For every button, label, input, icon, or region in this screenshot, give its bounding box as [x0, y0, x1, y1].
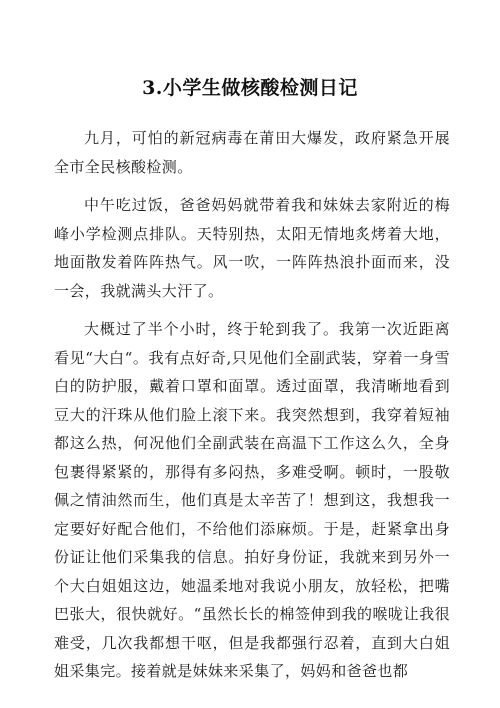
document-body [54, 124, 450, 696]
document-title: 3.小学生做核酸检测日记 [142, 77, 358, 99]
paragraph-1: 九月，可怕的新冠病毒在莆田大爆发，政府紧急开展全市全民核酸检测。 [54, 129, 450, 176]
paragraph-3: 大概过了半个小时，终于轮到我了。我第一次近距离看见“大白“。我有点好奇,只见他们全副武装，穿着一身雪白的防护服，戴着口罩和面罩。透过面罩，我清晰地看到豆大的汗珠从他们脸上滚下来。我突然想到，我穿着短袖都这么热，何况他们全副武装在高温下工作这么久，全身包裹得紧紧的，那得有多闷热，多难受啊。顿时，一股敬佩之情油然而生，他们真是太辛苦了！想到这，我想我一定要好好配合他们，不给他们添麻烦。于是，赶紧拿出身份证让他们采集我的信息。拍好身份证，我就来到另外一个大白姐姐这边，她温柔地对我说小朋友，放轻松，把嘴巴张大，很快就好。“虽然长长的棉签伸到我的喉咙让我很难受，几次我都想干呕，但是我都强行忍着，直到大白姐姐采集完。接着就是妹妹来采集了，妈妈和爸爸也都 [54, 320, 450, 680]
paragraph-2: 中午吃过饭，爸爸妈妈就带着我和妹妹去家附近的梅峰小学检测点排队。天特别热，太阳无情地炙烤着大地，地面散发着阵阵热气。风一吹，一阵阵热浪扑面而来，没一会，我就满头大汗了。 [54, 196, 450, 300]
